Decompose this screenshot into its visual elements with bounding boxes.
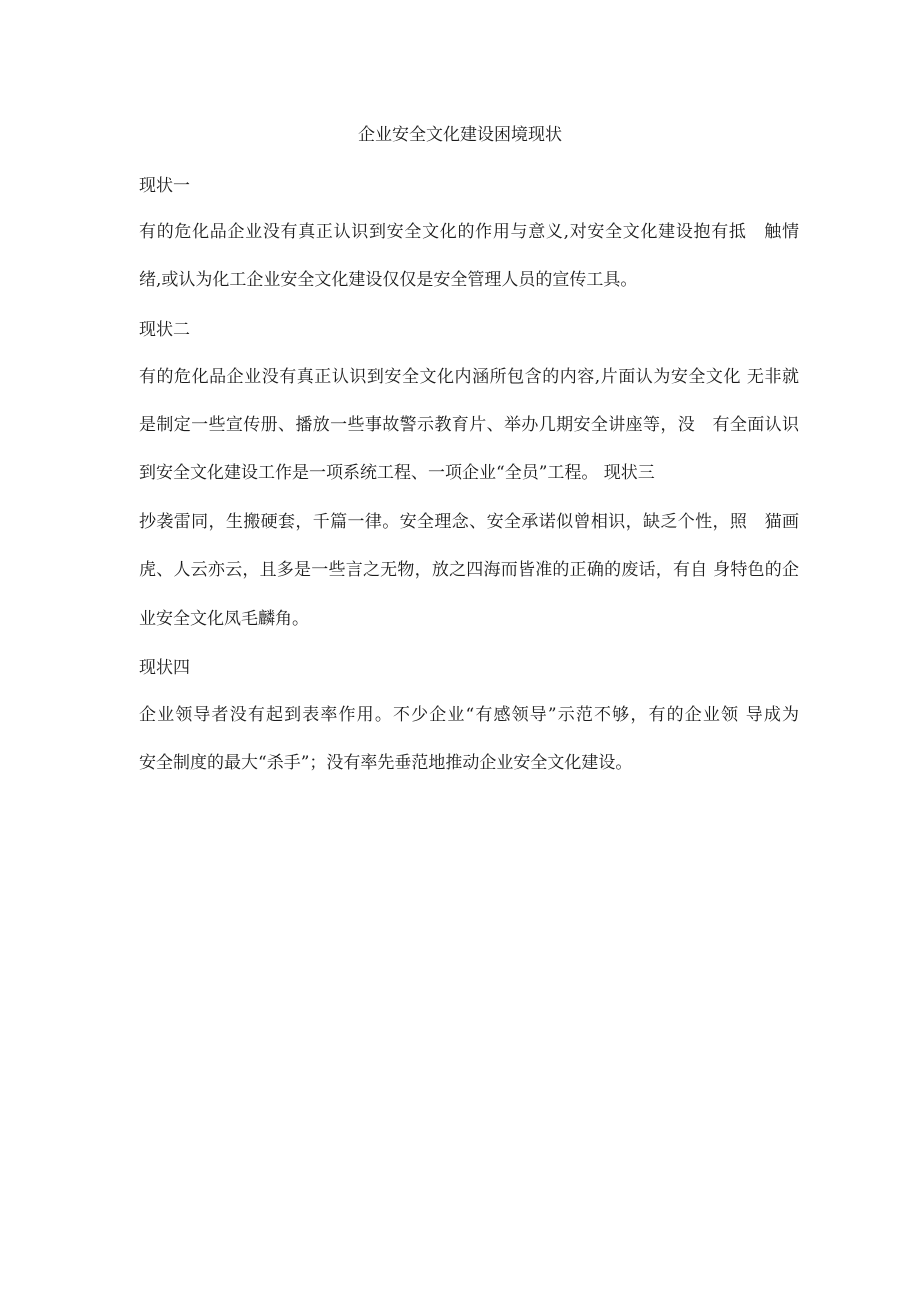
- paragraph-line: 抄袭雷同，生搬硬套，千篇一律。安全理念、安全承诺似曾相识，缺乏个性，照 猫画: [139, 512, 799, 532]
- section-heading-1: 现状一: [139, 176, 190, 196]
- paragraph-line: 有的危化品企业没有真正认识到安全文化的作用与意义,对安全文化建设抱有抵 触情: [139, 222, 799, 242]
- section-heading-2: 现状二: [139, 320, 190, 340]
- paragraph-line: 安全制度的最大“杀手”；没有率先垂范地推动企业安全文化建设。: [139, 753, 633, 773]
- paragraph-line: 有的危化品企业没有真正认识到安全文化内涵所包含的内容,片面认为安全文化 无非就: [139, 367, 799, 387]
- paragraph-line: 到安全文化建设工作是一项系统工程、一项企业“全员”工程。 现状三: [139, 463, 655, 483]
- section-heading-4: 现状四: [139, 658, 190, 678]
- document-title: 企业安全文化建设困境现状: [358, 125, 562, 145]
- paragraph-line: 业安全文化凤毛麟角。: [139, 609, 309, 629]
- paragraph-line: 是制定一些宣传册、播放一些事故警示教育片、举办几期安全讲座等，没 有全面认识: [139, 415, 799, 435]
- paragraph-line: 企业领导者没有起到表率作用。不少企业“有感领导”示范不够，有的企业领 导成为: [139, 705, 799, 725]
- paragraph-line: 绪,或认为化工企业安全文化建设仅仅是安全管理人员的宣传工具。: [139, 270, 638, 290]
- paragraph-line: 虎、人云亦云，且多是一些言之无物，放之四海而皆准的正确的废话，有自 身特色的企: [139, 560, 799, 580]
